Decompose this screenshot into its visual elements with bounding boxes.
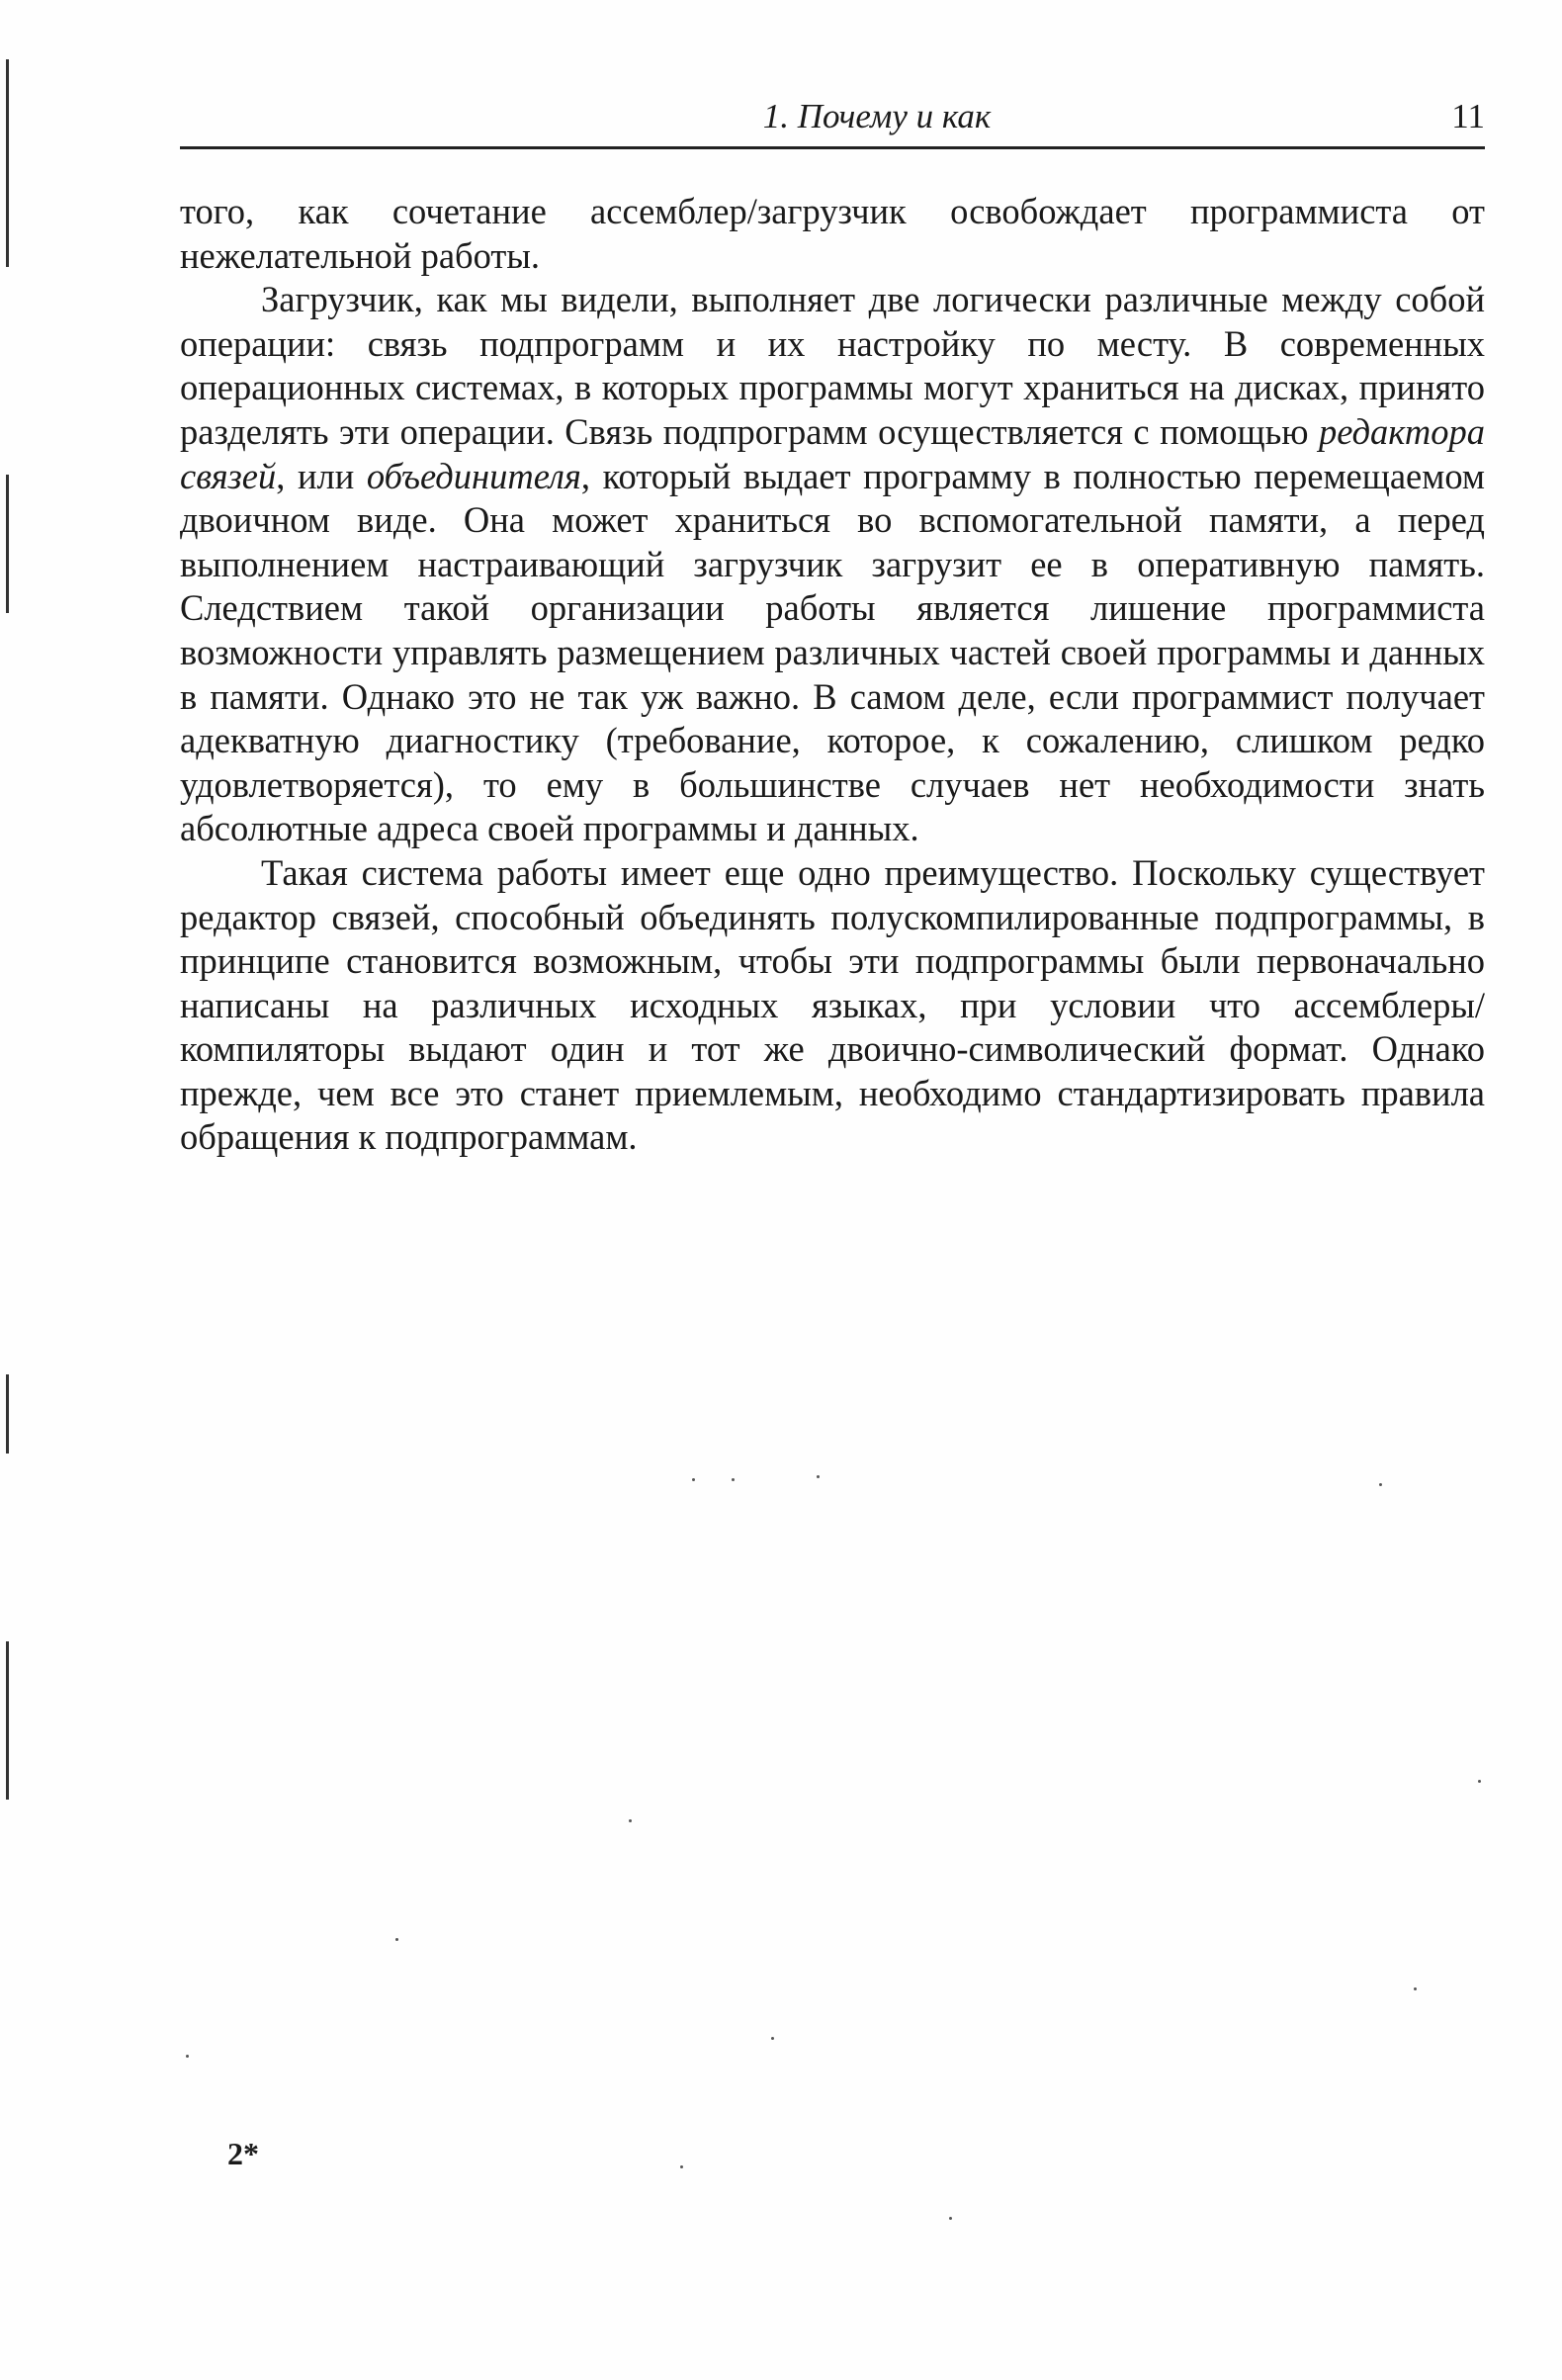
scan-speck	[949, 2217, 952, 2220]
scan-edge-mark	[6, 59, 9, 267]
term-link-editor: редактора связей	[180, 410, 1485, 496]
scan-speck	[186, 2055, 189, 2058]
signature-mark: 2*	[227, 2136, 259, 2171]
running-head	[180, 91, 1485, 142]
scan-edge-mark	[6, 1641, 9, 1800]
body-text	[180, 190, 1485, 1160]
scan-speck	[1414, 1987, 1417, 1990]
page-number: 11	[1451, 97, 1485, 135]
term-linker: объединителя	[366, 455, 581, 496]
scan-speck	[732, 1478, 735, 1481]
scan-speck	[692, 1478, 695, 1481]
scan-speck	[771, 2037, 774, 2040]
scan-speck	[1478, 1780, 1481, 1783]
scan-edge-mark	[6, 475, 9, 613]
scan-speck	[629, 1819, 632, 1822]
scan-speck	[1379, 1483, 1382, 1486]
paragraph-2-part-b: , или	[276, 455, 367, 496]
running-title: 1. Почему и как	[762, 97, 992, 135]
paragraph-2-part-c: , который выдает программу в полностью перемещаемом двоичном виде. Она может храниться во вспомогательной памяти, а перед выполнением настраивающий загрузчик загрузит ее в оперативную память. Следствием такой организации работы является лишение программиста возможности управлять размещением различных частей своей программы и данных в памяти. Однако это не так уж важно. В самом деле, если программист получает адекватную диагностику (требование, которое, к сожалению, слишком редко удовлетворяется), то ему в большинстве случаев нет необходимости знать абсолютные адреса своей программы и данных.	[180, 455, 1485, 849]
scan-speck	[395, 1938, 398, 1941]
scan-speck	[817, 1475, 820, 1478]
paragraph-2-part-a: Загрузчик, как мы видели, выполняет две логически различные между собой операции: связь подпрограмм и их настройку по месту. В современных операционных системах, в которых программы могут храниться на дисках, принято разделять эти операции. Связь подпрограмм осуществляется с помощью	[180, 279, 1485, 452]
paragraph-3: Такая система работы имеет еще одно преимущество. Поскольку существует редактор связей, способный объединять полускомпилированные подпрограммы, в принципе становится возможным, чтобы эти подпрограммы были первоначально написаны на различных исходных языках, при условии что ассемблеры/компиляторы выдают один и тот же двоично-символический формат. Однако прежде, чем все это станет приемлемым, необходимо стандартизировать правила обращения к подпрограммам.	[180, 851, 1485, 1158]
paragraph-2	[180, 278, 1485, 851]
scan-speck	[680, 2165, 683, 2168]
paragraph-1: того, как сочетание ассемблер/загрузчик освобождает программиста от нежелательной работы.	[180, 191, 1485, 276]
header-rule	[180, 146, 1485, 149]
scan-edge-mark	[6, 1374, 9, 1454]
